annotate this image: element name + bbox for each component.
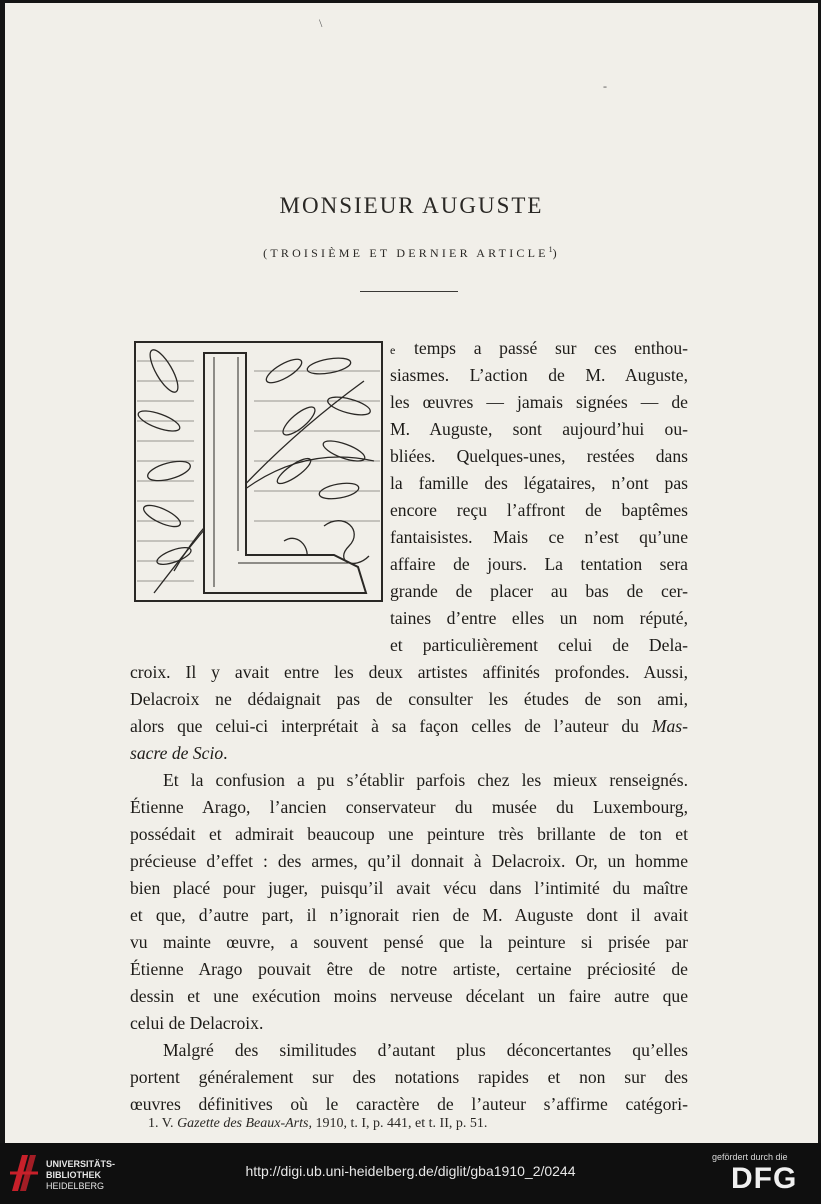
ornamental-dropcap	[134, 341, 383, 602]
line-text: .	[223, 743, 228, 763]
funded-by-label: gefördert durch die	[712, 1152, 788, 1162]
text-line: portent généralement sur des notations rapides et non sur des	[130, 1067, 688, 1087]
text-line: encore reçu l’affront de baptêmes	[390, 500, 688, 520]
text-line: Delacroix ne dédaignait pas de consulter les études de son ami,	[130, 689, 688, 709]
dropcap-laurel-illustration	[134, 341, 383, 602]
text-line: Étienne Arago pouvait être de notre artiste, certaine préciosité de	[130, 959, 688, 979]
text-line: et que, d’autre part, il n’ignorait rien de M. Auguste dont il avait	[130, 905, 688, 925]
text-line: possédait et admirait beaucoup une peinture très brillante de ton et	[130, 824, 688, 844]
text-line: affaire de jours. La tentation sera	[390, 554, 688, 574]
institution-line: UNIVERSITÄTS-	[46, 1159, 116, 1169]
stray-mark: -	[603, 79, 607, 93]
text-line: croix. Il y avait entre les deux artistes affinités profondes. Aussi,	[130, 662, 688, 682]
text-line: celui de Delacroix.	[130, 1013, 264, 1033]
footnote	[148, 1116, 487, 1132]
text-line	[130, 740, 688, 767]
permalink-url[interactable]: http://digi.ub.uni-heidelberg.de/diglit/gba1910_2/0244	[245, 1163, 576, 1179]
footnote-rest: 1910, t. I, p. 441, et t. II, p. 51.	[315, 1116, 488, 1131]
line-text: temps a passé sur ces enthou-	[414, 338, 688, 358]
text-line: Et la confusion a pu s’établir parfois chez les mieux renseignés.	[163, 770, 688, 790]
text-line: dessin et une exécution moins nerveuse décelant un faire autre que	[130, 986, 688, 1006]
stray-mark: \	[319, 16, 323, 30]
italic-title: Mas-	[651, 716, 688, 736]
institution-line: HEIDELBERG	[46, 1181, 105, 1191]
article-title: MONSIEUR AUGUSTE	[279, 193, 544, 218]
text-line: les œuvres — jamais signées — de	[390, 392, 688, 412]
text-line: siasmes. L’action de M. Auguste,	[390, 365, 688, 385]
text-line: bliées. Quelques-unes, restées dans	[390, 446, 688, 466]
text-line: Malgré des similitudes d’autant plus déconcertantes qu’elles	[163, 1040, 688, 1060]
text-line: bien placé pour juger, puisqu’il avait vécu dans l’intimité du maître	[130, 878, 688, 898]
footnote-journal: Gazette des Beaux-Arts,	[177, 1116, 312, 1131]
text-line: et particulièrement celui de Dela-	[390, 635, 688, 655]
footnote-prefix: 1. V.	[148, 1116, 174, 1131]
article-subtitle	[5, 245, 818, 261]
text-line: taines d’entre elles un nom réputé,	[390, 608, 688, 628]
text-line: fantaisistes. Mais ce n’est qu’une	[390, 527, 688, 547]
italic-title: sacre de Scio	[130, 743, 224, 763]
scanned-page	[5, 3, 818, 1143]
subtitle-close: )	[552, 246, 560, 260]
text-line: Étienne Arago, l’ancien conservateur du musée du Luxembourg,	[130, 797, 688, 817]
dropcap-continuation: e	[390, 343, 397, 357]
text-line: précieuse d’effet : des armes, qu’il donnait à Delacroix. Or, un homme	[130, 851, 688, 871]
footnote-ref: 1	[548, 245, 553, 254]
text-line: M. Auguste, sont aujourd’hui ou-	[390, 419, 688, 439]
title-rule	[360, 291, 458, 292]
dfg-logo[interactable]: DFG	[731, 1162, 798, 1195]
institution-line: BIBLIOTHEK	[46, 1170, 101, 1180]
text-line	[390, 335, 688, 362]
text-line: vu mainte œuvre, a souvent pensé que la peinture si prisée par	[130, 932, 688, 952]
text-line: grande de placer au bas de cer-	[390, 581, 688, 601]
text-line: la famille des légataires, n’ont pas	[390, 473, 688, 493]
viewer-footer-bar	[0, 1143, 821, 1204]
subtitle-text: (TROISIÈME ET DERNIER ARTICLE	[263, 246, 549, 260]
text-line	[130, 713, 688, 740]
text-line: œuvres définitives où le caractère de l’auteur s’affirme catégori-	[130, 1094, 688, 1114]
line-text: alors que celui-ci interprétait à sa façon celles de l’auteur du	[130, 716, 639, 736]
